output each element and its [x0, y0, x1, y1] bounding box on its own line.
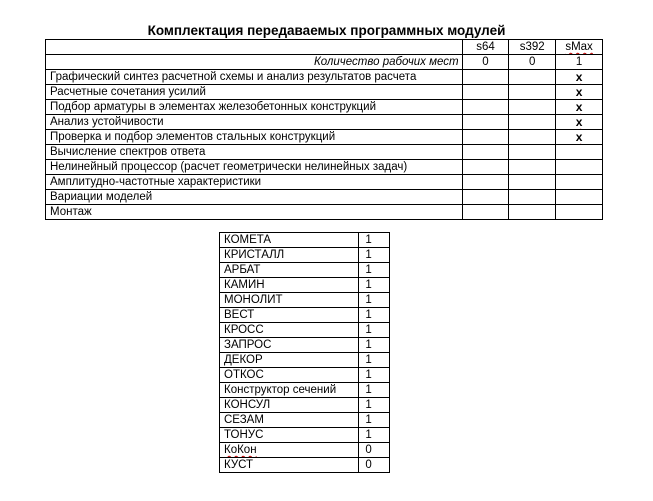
program-value: 1: [359, 398, 390, 413]
module-mark-s392: [509, 85, 556, 100]
program-name: КРИСТАЛЛ: [220, 248, 359, 263]
workstations-s64: 0: [462, 55, 509, 70]
program-name: ЗАПРОС: [220, 338, 359, 353]
module-mark-s64: [462, 205, 509, 220]
module-row: [46, 115, 603, 130]
module-row: [46, 175, 603, 190]
header-s392: s392: [509, 40, 556, 55]
header-blank: [46, 40, 463, 55]
workstations-row: [46, 55, 603, 70]
module-row: [46, 70, 603, 85]
program-row: [220, 233, 390, 248]
program-row: [220, 413, 390, 428]
module-row: [46, 85, 603, 100]
module-label: Нелинейный процессор (расчет геометрически нелинейных задач): [46, 160, 463, 175]
module-mark-s64: [462, 100, 509, 115]
program-name: ТОНУС: [220, 428, 359, 443]
module-mark-smax: [556, 175, 603, 190]
module-mark-s392: [509, 130, 556, 145]
module-mark-smax: [556, 205, 603, 220]
module-row: [46, 100, 603, 115]
module-label: Подбор арматуры в элементах железобетонных конструкций: [46, 100, 463, 115]
program-row: [220, 248, 390, 263]
program-row: [220, 458, 390, 473]
header-smax: sMax: [556, 40, 603, 55]
program-value: 1: [359, 263, 390, 278]
program-name: КУСТ: [220, 458, 359, 473]
module-label: Вариации моделей: [46, 190, 463, 205]
program-row: [220, 323, 390, 338]
module-mark-smax: [556, 145, 603, 160]
program-name: ДЕКОР: [220, 353, 359, 368]
module-mark-s392: [509, 190, 556, 205]
program-name: Конструктор сечений: [220, 383, 359, 398]
program-name: КРОСС: [220, 323, 359, 338]
module-row: [46, 190, 603, 205]
program-row: [220, 383, 390, 398]
module-mark-smax: x: [556, 70, 603, 85]
module-label: Амплитудно-частотные характеристики: [46, 175, 463, 190]
program-row: [220, 338, 390, 353]
program-row: [220, 398, 390, 413]
program-row: [220, 368, 390, 383]
program-name: ОТКОС: [220, 368, 359, 383]
program-value: 1: [359, 368, 390, 383]
module-label: Проверка и подбор элементов стальных конструкций: [46, 130, 463, 145]
module-mark-s64: [462, 85, 509, 100]
workstations-smax: 1: [556, 55, 603, 70]
program-row: [220, 353, 390, 368]
module-mark-s392: [509, 70, 556, 85]
program-row: [220, 428, 390, 443]
program-row: [220, 263, 390, 278]
module-label: Монтаж: [46, 205, 463, 220]
module-label: Графический синтез расчетной схемы и анализ результатов расчета: [46, 70, 463, 85]
header-row: [46, 40, 603, 55]
program-row: [220, 278, 390, 293]
program-value: 1: [359, 233, 390, 248]
program-value: 1: [359, 278, 390, 293]
document-title: Комплектация передаваемых программных модулей: [147, 23, 506, 38]
module-mark-s64: [462, 175, 509, 190]
module-mark-s64: [462, 115, 509, 130]
module-row: [46, 205, 603, 220]
module-mark-smax: [556, 160, 603, 175]
program-value: 1: [359, 308, 390, 323]
modules-table: [45, 39, 603, 220]
program-name: КоКон: [220, 443, 359, 458]
header-s64: s64: [462, 40, 509, 55]
module-mark-smax: x: [556, 100, 603, 115]
module-label: Анализ устойчивости: [46, 115, 463, 130]
program-value: 1: [359, 353, 390, 368]
module-mark-s392: [509, 100, 556, 115]
workstations-s392: 0: [509, 55, 556, 70]
program-name: КОНСУЛ: [220, 398, 359, 413]
program-value: 0: [359, 443, 390, 458]
programs-table: [219, 232, 390, 473]
module-mark-s64: [462, 130, 509, 145]
workstations-label: Количество рабочих мест: [46, 55, 463, 70]
program-row: [220, 443, 390, 458]
module-mark-s64: [462, 70, 509, 85]
module-mark-smax: x: [556, 115, 603, 130]
module-mark-s392: [509, 205, 556, 220]
module-mark-s392: [509, 145, 556, 160]
program-name: АРБАТ: [220, 263, 359, 278]
program-value: 1: [359, 413, 390, 428]
program-name: КАМИН: [220, 278, 359, 293]
module-mark-s392: [509, 115, 556, 130]
module-mark-s392: [509, 175, 556, 190]
module-mark-smax: [556, 190, 603, 205]
program-value: 1: [359, 338, 390, 353]
module-mark-s64: [462, 160, 509, 175]
module-row: [46, 130, 603, 145]
program-value: 1: [359, 248, 390, 263]
module-mark-s64: [462, 190, 509, 205]
program-value: 1: [359, 293, 390, 308]
program-name: СЕЗАМ: [220, 413, 359, 428]
module-label: Вычисление спектров ответа: [46, 145, 463, 160]
program-value: 1: [359, 428, 390, 443]
module-mark-s64: [462, 145, 509, 160]
program-name: ВЕСТ: [220, 308, 359, 323]
program-row: [220, 293, 390, 308]
module-label: Расчетные сочетания усилий: [46, 85, 463, 100]
module-mark-smax: x: [556, 85, 603, 100]
module-mark-s392: [509, 160, 556, 175]
module-mark-smax: x: [556, 130, 603, 145]
program-value: 1: [359, 323, 390, 338]
program-value: 1: [359, 383, 390, 398]
module-row: [46, 145, 603, 160]
program-name: КОМЕТА: [220, 233, 359, 248]
program-value: 0: [359, 458, 390, 473]
program-name: МОНОЛИТ: [220, 293, 359, 308]
program-row: [220, 308, 390, 323]
module-row: [46, 160, 603, 175]
